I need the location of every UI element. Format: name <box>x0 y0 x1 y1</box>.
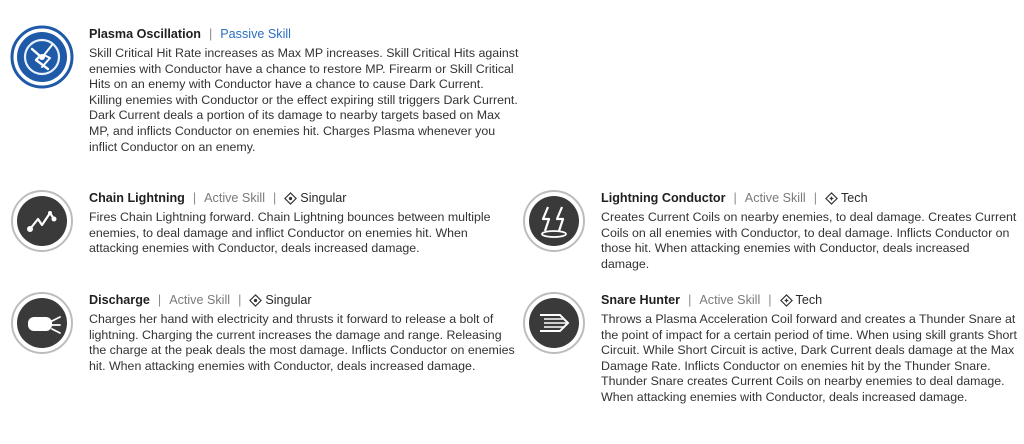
skill-name: Snare Hunter <box>601 293 681 307</box>
skill-description: Creates Current Coils on nearby enemies, to deal damage. Creates Current Coils on all enemies with Conductor, to deal damage. Inflicts Conductor on those hit. When attacking enemies with Conductor, deals increased damage. <box>601 210 1017 271</box>
plasma-oscillation-icon <box>10 25 74 89</box>
tech-tag-icon <box>825 192 838 205</box>
skill-tag <box>249 291 311 309</box>
snare-hunter-icon <box>522 291 586 355</box>
skill-tag-label: Tech <box>840 191 868 205</box>
skill-description: Skill Critical Hit Rate increases as Max MP increases. Skill Critical Hits against enemies with Conductor have a chance to restore MP. Firearm or Skill Critical Hits on an enemy with Conductor have a chance to cause Dark Current. Killing enemies with Conductor or the effect expiring still triggers Dark Current. Dark Current deals a portion of its damage to nearby targets based on Max MP, and inflicts Conductor on enemies hit. Charges Plasma whenever you inflict Conductor on an enemy. <box>89 46 519 154</box>
skill-type: Passive Skill <box>220 27 291 41</box>
discharge-icon <box>10 291 74 355</box>
chain-lightning-icon <box>10 189 74 253</box>
skill-tag <box>284 189 346 207</box>
skill-name: Plasma Oscillation <box>89 27 201 41</box>
skill-description: Fires Chain Lightning forward. Chain Lightning bounces between multiple enemies, to deal damage and inflict Conductor on enemies hit. When attacking enemies with Conductor, deals increased damage. <box>89 210 491 256</box>
tech-tag-icon <box>780 294 793 307</box>
skill-tag-label: Singular <box>300 191 347 205</box>
skill-tag-label: Singular <box>265 293 312 307</box>
skill-type: Active Skill <box>204 191 266 205</box>
singular-tag-icon <box>284 192 297 205</box>
separator: | <box>192 191 197 205</box>
separator: | <box>157 293 162 307</box>
separator: | <box>813 191 817 205</box>
skill-tag <box>825 189 868 207</box>
skill-tag-label: Tech <box>795 293 823 307</box>
skill-description: Charges her hand with electricity and thrusts it forward to release a bolt of lightning. Charging the current increases the damage and range. Releasing the charge at the peak deals the most damage. Inflicts Conductor on enemies hit. When attacking enemies with Conductor, deals increased damage. <box>89 312 515 373</box>
skill-type: Active Skill <box>744 191 806 205</box>
singular-tag-icon <box>249 294 262 307</box>
separator: | <box>733 191 737 205</box>
skill-name: Discharge <box>89 293 150 307</box>
lightning-conductor-icon <box>522 189 586 253</box>
separator: | <box>688 293 692 307</box>
separator: | <box>209 27 213 41</box>
separator: | <box>768 293 772 307</box>
skill-description: Throws a Plasma Acceleration Coil forward and creates a Thunder Snare at the point of impact for a certain period of time. When using skill grants Short Circuit. While Short Circuit is active, Dark Current deals damage at the Max Damage Rate. Inflicts Conductor on enemies hit by the Thunder Snare. Thunder Snare creates Current Coils on nearby enemies to deal damage. When attacking enemies with Conductor, deals increased damage. <box>601 312 1017 404</box>
skill-type: Active Skill <box>699 293 761 307</box>
separator: | <box>273 191 277 205</box>
skill-name: Lightning Conductor <box>601 191 726 205</box>
separator: | <box>238 293 242 307</box>
skill-name: Chain Lightning <box>89 191 185 205</box>
skill-tag <box>780 291 823 309</box>
skill-type: Active Skill <box>169 293 231 307</box>
